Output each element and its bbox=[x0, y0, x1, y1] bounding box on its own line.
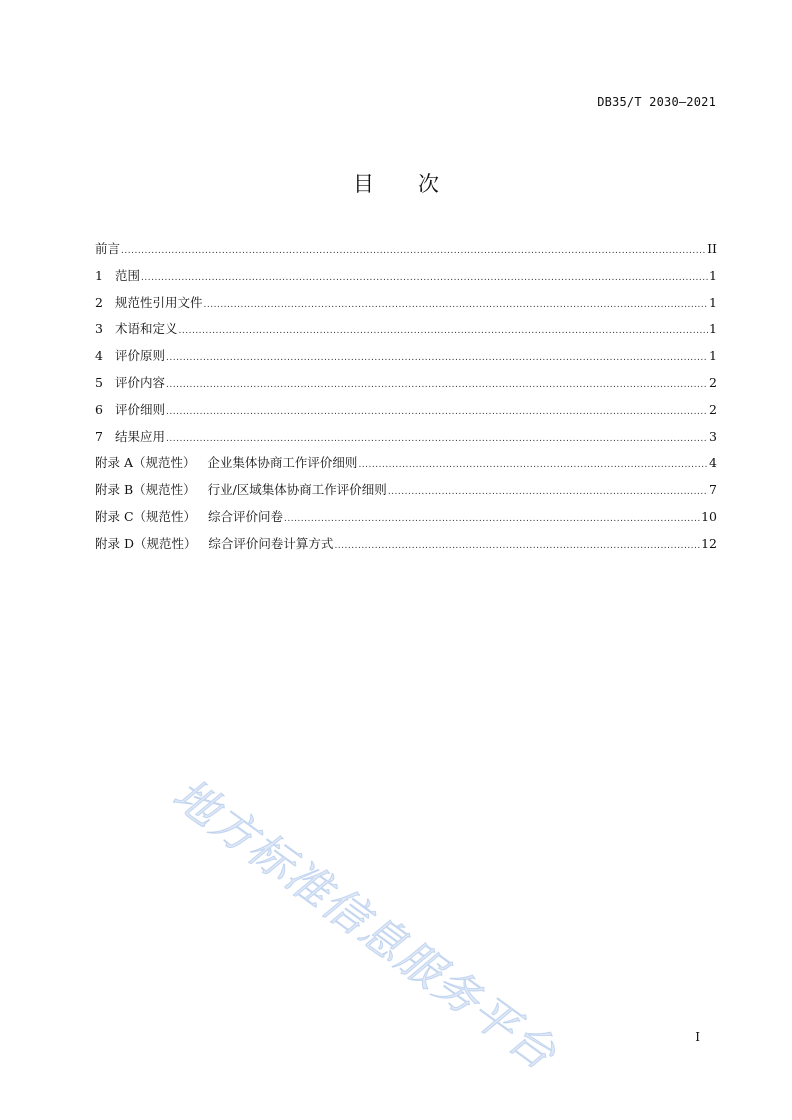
toc-page: 3 bbox=[709, 428, 717, 444]
toc-page: 1 bbox=[709, 348, 717, 364]
toc-number: 5 bbox=[95, 374, 103, 390]
toc-entry-appendix-d[interactable] bbox=[95, 534, 717, 561]
toc-number: 6 bbox=[95, 401, 103, 417]
toc-entry-foreword[interactable] bbox=[95, 239, 717, 266]
toc-label: 评价原则 bbox=[115, 348, 166, 364]
watermark: 地方标准信息服务平台 bbox=[163, 768, 566, 1081]
toc-label: 结果应用 bbox=[115, 428, 166, 444]
toc-page: 1 bbox=[709, 267, 717, 283]
toc-entry-application[interactable] bbox=[95, 427, 717, 454]
toc-leader-dots bbox=[141, 268, 708, 288]
toc-label: 术语和定义 bbox=[115, 321, 178, 337]
table-of-contents bbox=[95, 239, 717, 561]
toc-label: 评价内容 bbox=[115, 374, 166, 390]
toc-title bbox=[0, 168, 792, 198]
toc-leader-dots bbox=[166, 402, 708, 422]
toc-leader-dots bbox=[204, 295, 709, 315]
toc-page: II bbox=[707, 241, 717, 256]
toc-entry-principles[interactable] bbox=[95, 346, 717, 373]
toc-page: 12 bbox=[701, 535, 717, 551]
toc-label: 综合评价问卷 bbox=[207, 508, 283, 524]
toc-page: 1 bbox=[709, 294, 717, 310]
toc-leader-dots bbox=[166, 429, 708, 449]
toc-leader-dots bbox=[121, 241, 706, 261]
toc-label: 前言 bbox=[95, 241, 121, 256]
toc-label: 行业/区域集体协商工作评价细则 bbox=[207, 482, 387, 498]
toc-page: 2 bbox=[709, 374, 717, 390]
toc-label: 范围 bbox=[115, 267, 141, 283]
toc-number: 3 bbox=[95, 321, 103, 337]
toc-label: 规范性引用文件 bbox=[115, 294, 203, 310]
toc-number: 7 bbox=[95, 428, 103, 444]
toc-page: 1 bbox=[709, 321, 717, 337]
toc-entry-appendix-b[interactable] bbox=[95, 480, 717, 507]
toc-number: 2 bbox=[95, 294, 103, 310]
toc-number: 4 bbox=[95, 348, 103, 364]
toc-title-part2: 次 bbox=[418, 172, 439, 196]
toc-number: 1 bbox=[95, 267, 103, 283]
toc-entry-scope[interactable] bbox=[95, 266, 717, 293]
toc-leader-dots bbox=[358, 455, 708, 475]
toc-label: 企业集体协商工作评价细则 bbox=[207, 455, 358, 471]
toc-label: 综合评价问卷计算方式 bbox=[208, 535, 334, 551]
toc-entry-terms[interactable] bbox=[95, 319, 717, 346]
page-number: I bbox=[695, 1030, 700, 1044]
toc-entry-content[interactable] bbox=[95, 373, 717, 400]
toc-appendix-prefix: 附录 B（规范性） bbox=[95, 482, 208, 498]
toc-label: 评价细则 bbox=[115, 401, 166, 417]
toc-title-part1: 目 bbox=[353, 172, 374, 196]
toc-entry-appendix-c[interactable] bbox=[95, 507, 717, 534]
toc-appendix-prefix: 附录 A（规范性） bbox=[95, 455, 208, 471]
document-code: DB35/T 2030—2021 bbox=[597, 95, 716, 109]
toc-page: 4 bbox=[709, 455, 717, 471]
toc-appendix-prefix: 附录 D（规范性） bbox=[95, 535, 209, 551]
toc-leader-dots bbox=[388, 482, 708, 502]
toc-page: 7 bbox=[709, 482, 717, 498]
toc-page: 2 bbox=[709, 401, 717, 417]
toc-appendix-prefix: 附录 C（规范性） bbox=[95, 508, 208, 524]
toc-page: 10 bbox=[701, 508, 717, 524]
toc-leader-dots bbox=[166, 348, 708, 368]
toc-entry-rules[interactable] bbox=[95, 400, 717, 427]
toc-leader-dots bbox=[284, 509, 700, 529]
toc-leader-dots bbox=[179, 321, 709, 341]
toc-leader-dots bbox=[334, 536, 700, 556]
toc-entry-normative-references[interactable] bbox=[95, 293, 717, 320]
toc-leader-dots bbox=[166, 375, 708, 395]
toc-entry-appendix-a[interactable] bbox=[95, 453, 717, 480]
